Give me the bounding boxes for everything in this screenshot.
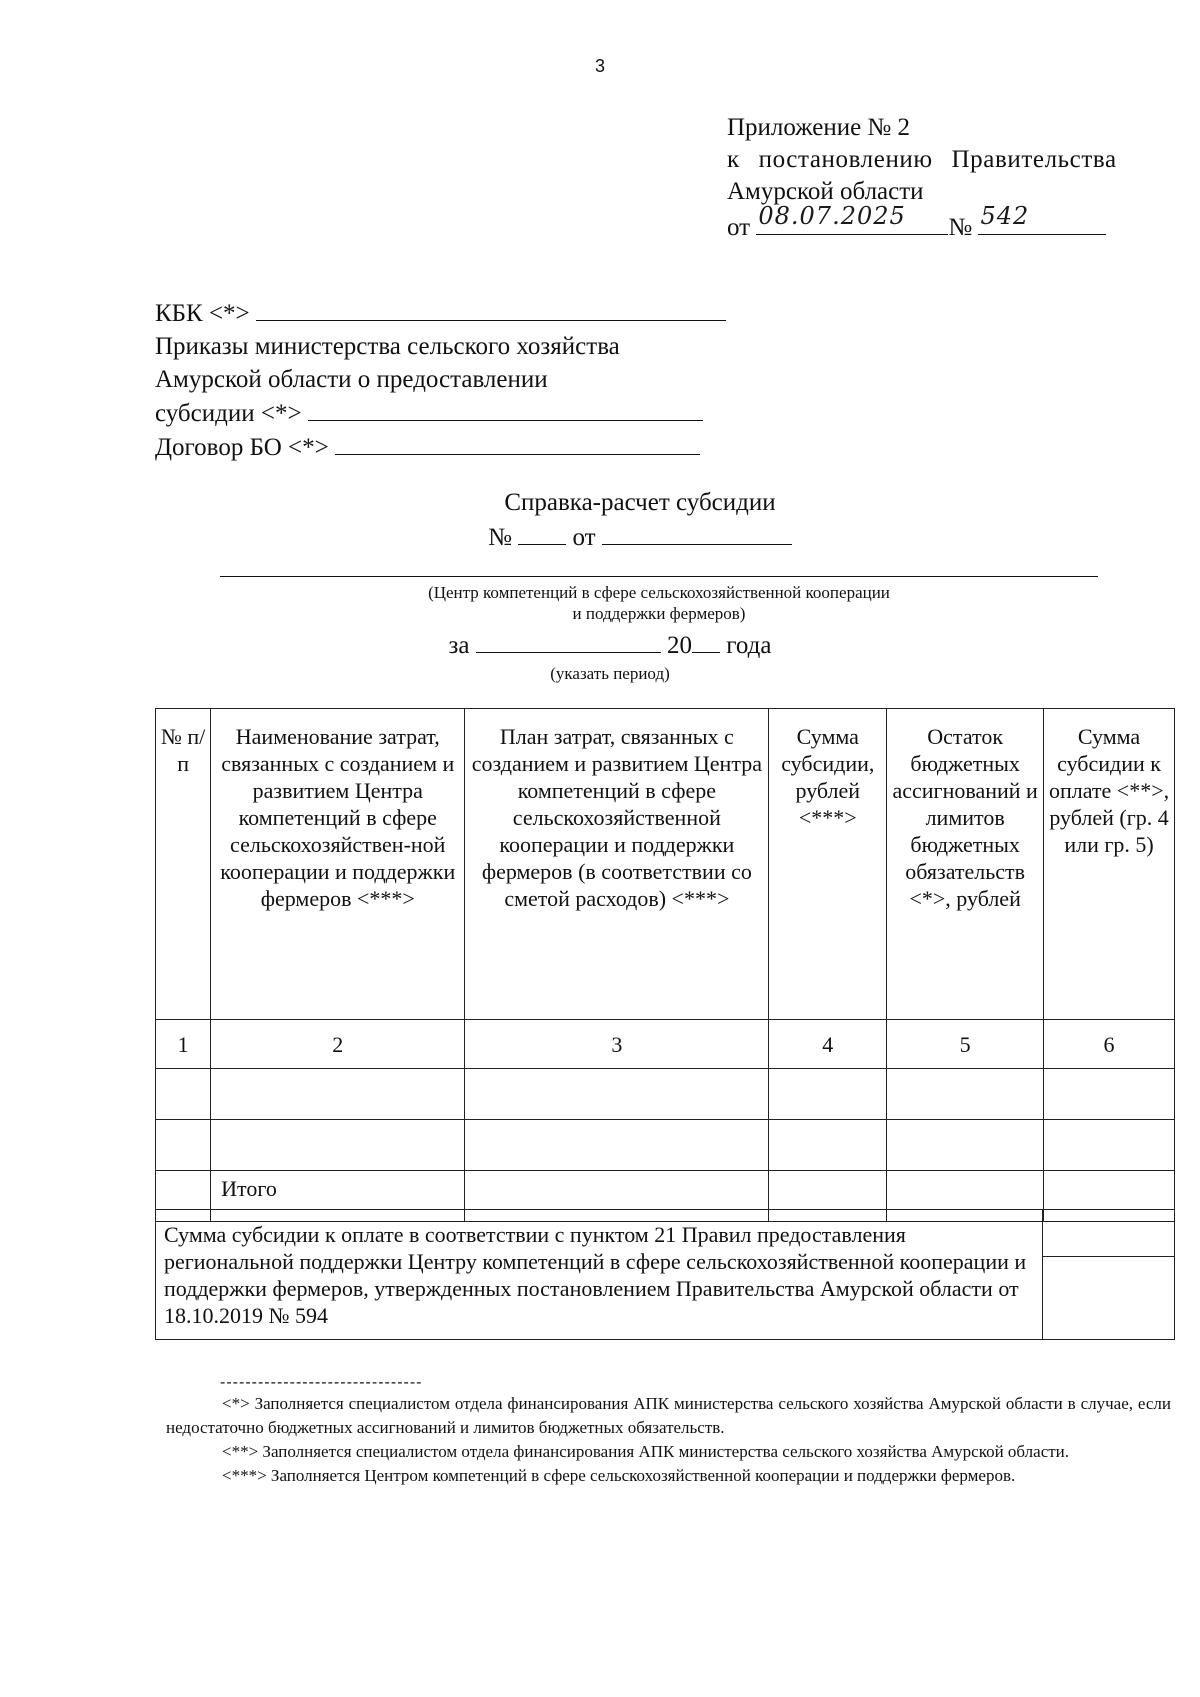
footnote-1: <*> Заполняется специалистом отдела финансирования АПК министерства сельского хозяйства Амурской области в случае, если недостаточно бюджетных ассигнований и лимитов бюджетных обязательств.	[166, 1394, 1171, 1437]
table-cell[interactable]	[211, 1069, 465, 1120]
column-number-cell: 4	[769, 1020, 887, 1069]
title-number-row	[80, 520, 1200, 555]
period-row	[0, 628, 1200, 661]
column-number-cell: 6	[1044, 1020, 1175, 1069]
column-numbers-row	[156, 1020, 1175, 1069]
title-main: Справка-расчет субсидии	[504, 489, 776, 516]
page-number: 3	[594, 56, 605, 76]
summary-value-cell[interactable]	[1042, 1210, 1174, 1257]
table-cell[interactable]	[211, 1120, 465, 1171]
table-cell[interactable]	[1044, 1069, 1175, 1120]
organization-caption-line-1: (Центр компетенций в сфере сельскохозяйственной кооперации	[428, 583, 890, 602]
table-cell[interactable]	[465, 1069, 769, 1120]
summary-row-top	[156, 1210, 1175, 1257]
contract-row	[155, 430, 755, 464]
organization-caption-line-2: и поддержки фермеров)	[572, 604, 746, 623]
table-cell[interactable]	[156, 1120, 211, 1171]
kbk-field[interactable]	[256, 296, 726, 321]
table-cell[interactable]	[465, 1120, 769, 1171]
table-cell[interactable]	[769, 1069, 887, 1120]
header-cell-number: № п/п	[156, 709, 211, 1020]
period-field[interactable]	[476, 628, 661, 653]
column-number-cell: 3	[465, 1020, 769, 1069]
appendix-block	[727, 112, 1167, 244]
summary-text: Сумма субсидии к оплате в соответствии с пунктом 21 Правил предоставления региональной поддержки Центру компетенций в сфере сельскохозяйственной кооперации и поддержки фермеров, утвержденных постановлением Правительства Амурской области от 18.10.2019 № 594	[156, 1210, 1043, 1340]
title-number-field[interactable]	[518, 520, 566, 545]
table-cell[interactable]	[769, 1120, 887, 1171]
column-number-cell: 5	[887, 1020, 1044, 1069]
column-number-cell: 2	[211, 1020, 465, 1069]
header-cell-subsidy-amount: Сумма субсидии, рублей <***>	[769, 709, 887, 1020]
appendix-number-field	[978, 202, 1106, 235]
footnote-2: <**> Заполняется специалистом отдела финансирования АПК министерства сельского хозяйства Амурской области.	[222, 1442, 1070, 1461]
table-row	[156, 1069, 1175, 1120]
period-for-label: за	[448, 632, 470, 659]
footnotes	[166, 1392, 1171, 1488]
orders-line-1: Приказы министерства сельского хозяйства	[155, 333, 620, 360]
summary-value-cell[interactable]	[1042, 1257, 1174, 1340]
table-cell[interactable]	[1044, 1120, 1175, 1171]
handwritten-date: 08.07.2025	[758, 202, 906, 230]
title-from-label: от	[572, 524, 596, 551]
table-row	[156, 1120, 1175, 1171]
table-cell[interactable]	[887, 1069, 1044, 1120]
header-cell-budget-balance: Остаток бюджетных ассигнований и лимитов бюджетных обязательств <*>, рублей	[887, 709, 1044, 1020]
orders-label: субсидии <*>	[155, 400, 302, 427]
appendix-title: Приложение № 2	[727, 114, 911, 141]
header-cell-cost-plan: План затрат, связанных с созданием и развитием Центра компетенций в сфере сельскохозяйственной кооперации и поддержки фермеров (в соответствии со сметой расходов) <***>	[465, 709, 769, 1020]
appendix-number-label: №	[948, 214, 973, 241]
orders-row	[155, 396, 755, 430]
organization-field[interactable]	[220, 576, 1098, 577]
footnote-separator: --------------------------------	[220, 1374, 423, 1391]
orders-line-2: Амурской области о предоставлении	[155, 366, 548, 393]
table-cell[interactable]	[156, 1069, 211, 1120]
appendix-date-number-line	[727, 202, 1167, 244]
header-cell-cost-name: Наименование затрат, связанных с созданием и развитием Центра компетенций в сфере сельскохозяйствен-ной кооперации и поддержки фермеров <***>	[211, 709, 465, 1020]
appendix-date-field	[756, 202, 948, 235]
contract-label: Договор БО <*>	[155, 434, 329, 461]
summary-table	[155, 1209, 1175, 1340]
period-year-prefix: 20	[667, 632, 692, 659]
calculation-table	[155, 708, 1175, 1222]
header-cell-amount-to-pay: Сумма субсидии к оплате <**>, рублей (гр. 4 или гр. 5)	[1044, 709, 1175, 1020]
contract-field[interactable]	[335, 430, 700, 455]
header-fields	[155, 296, 755, 464]
period-year-suffix: года	[726, 632, 772, 659]
period-year-field[interactable]	[692, 628, 720, 653]
organization-caption	[220, 582, 1098, 624]
appendix-from-label: от	[727, 214, 751, 241]
title-date-field[interactable]	[602, 520, 792, 545]
kbk-row	[155, 296, 755, 330]
appendix-region-line: Амурской области	[727, 178, 924, 205]
title-number-label: №	[488, 524, 512, 551]
table-header-row	[156, 709, 1175, 1020]
period-caption: (указать период)	[550, 664, 670, 683]
column-number-cell: 1	[156, 1020, 211, 1069]
handwritten-number: 542	[980, 202, 1030, 230]
appendix-resolution-line: к постановлению Правительства	[727, 146, 1117, 173]
footnote-3: <***> Заполняется Центром компетенций в сфере сельскохозяйственной кооперации и поддержки фермеров.	[222, 1466, 1016, 1485]
table-cell[interactable]	[887, 1120, 1044, 1171]
orders-field[interactable]	[308, 396, 703, 421]
total-label: Итого	[211, 1171, 465, 1222]
document-title	[80, 486, 1200, 555]
kbk-label: КБК <*>	[155, 300, 250, 327]
